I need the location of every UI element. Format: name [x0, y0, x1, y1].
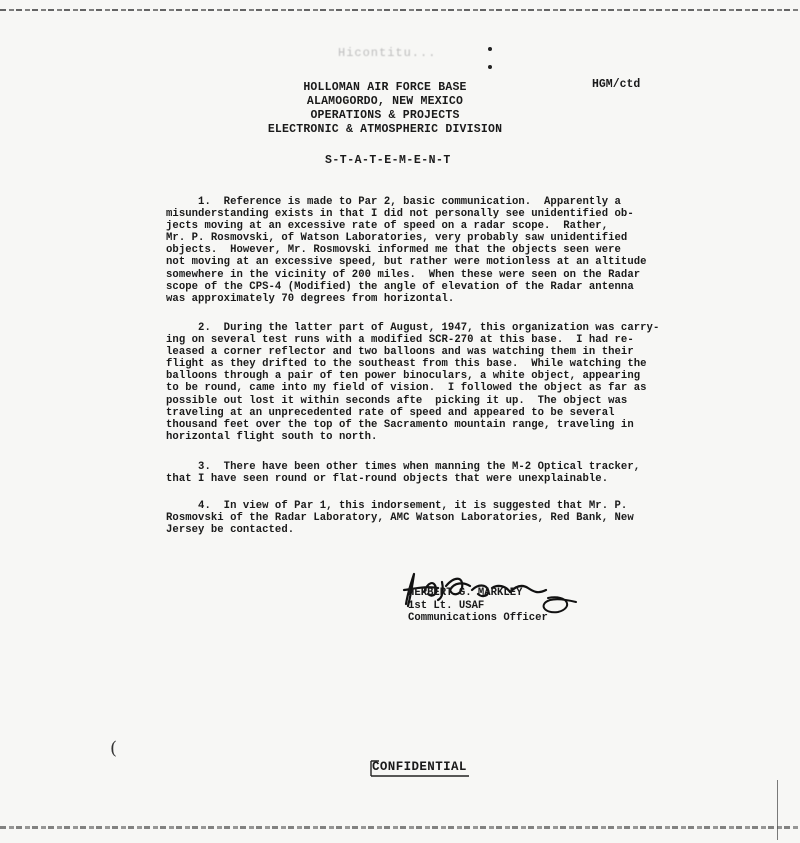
paragraph-3: 3. There have been other times when manning the M-2 Optical tracker, that I have seen round or flat-round objects that were unexplainable.: [166, 461, 641, 486]
margin-mark: (: [110, 738, 118, 759]
top-edge-line: [0, 9, 800, 11]
punch-dot: [488, 47, 492, 51]
bottom-edge-line: [0, 826, 800, 829]
letterhead-line: ELECTRONIC & ATMOSPHERIC DIVISION: [267, 123, 503, 136]
letterhead: [240, 81, 530, 137]
signer-title: Communications Officer: [408, 612, 548, 624]
faded-stamp: Hicontitu...: [338, 46, 437, 60]
statement-title: S-T-A-T-E-M-E-N-T: [325, 154, 451, 167]
letterhead-line: HOLLOMAN AIR FORCE BASE: [303, 81, 467, 94]
signer-name: HERBERT G. MARKLEY: [408, 587, 523, 599]
paragraph-1: 1. Reference is made to Par 2, basic communication. Apparently a misunderstanding exists in that I did not personally see unidentified ob- jects moving at an excessive rate of speed on a radar scope. Rather, Mr. P. Rosmovski, of Watson Laboratories, very probably saw unidentified objects. However, Mr. Rosmovski informed me that the objects seen were not moving at an excessive speed, but rather were motionless at an altitude somewhere in the vicinity of 200 miles. When these were seen on the Radar scope of the CPS-4 (Modified) the angle of elevation of the Radar antenna was approximately 70 degrees from horizontal.: [166, 196, 647, 305]
classification-marking: CONFIDENTIAL: [372, 760, 467, 774]
letterhead-line: OPERATIONS & PROJECTS: [310, 109, 460, 122]
letterhead-line: ALAMOGORDO, NEW MEXICO: [306, 95, 464, 108]
signature-block: [408, 587, 548, 625]
punch-dot: [488, 65, 492, 69]
paragraph-2: 2. During the latter part of August, 1947, this organization was carry- ing on several test runs with a modified SCR-270 at this base. I had re- leased a corner reflector and two balloons and was watching them in their flight as they drifted to the southeast from this base. While watching the balloons through a pair of ten power binoculars, a white object, appearing to be round, came into my field of vision. I followed the object as far as possible out lost it within seconds afte picking it up. The object was traveling at an unprecedented rate of speed and appeared to be several thousand feet over the top of the Sacramento mountain range, traveling in horizontal flight south to north.: [166, 322, 660, 443]
signer-rank: 1st Lt. USAF: [408, 599, 485, 612]
paragraph-4: 4. In view of Par 1, this indorsement, it is suggested that Mr. P. Rosmovski of the Radar Laboratory, AMC Watson Laboratories, Red Bank, New Jersey be contacted.: [166, 500, 634, 537]
reference-code: HGM/ctd: [592, 78, 641, 91]
right-edge-line: [777, 780, 778, 840]
